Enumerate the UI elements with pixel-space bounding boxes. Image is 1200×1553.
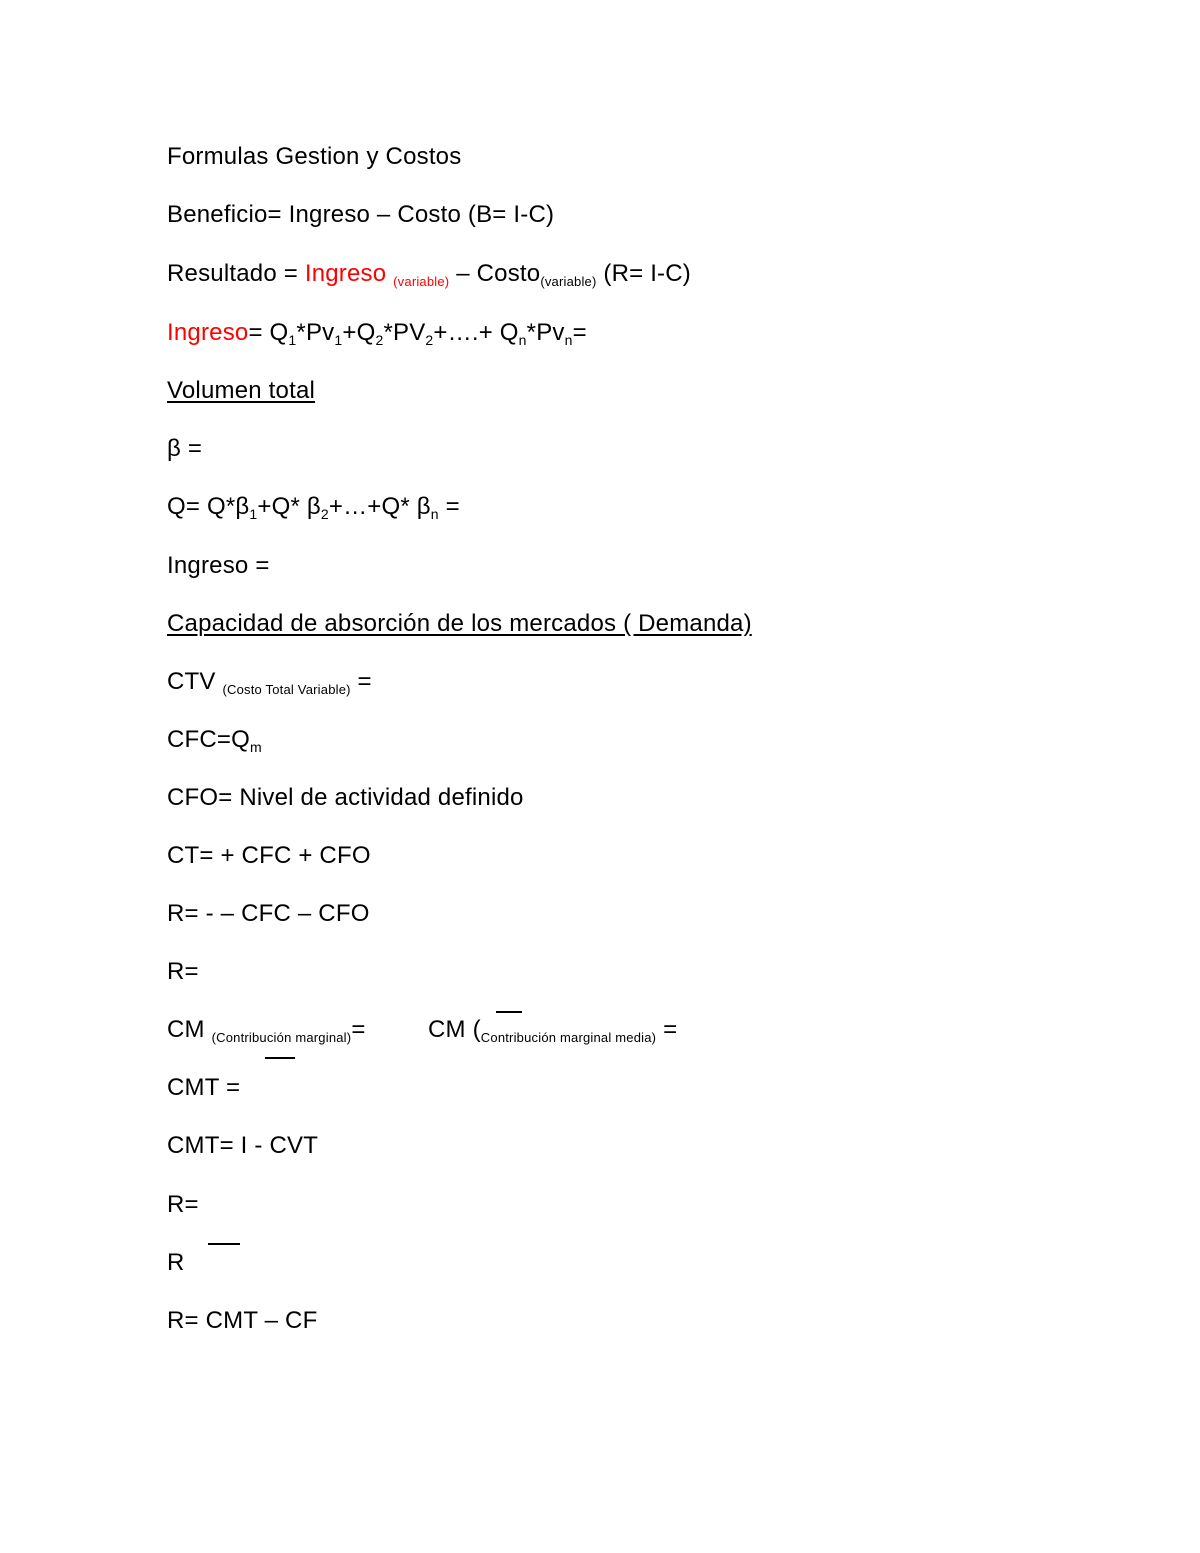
q-part: +Q* β [257, 493, 321, 520]
cm-left-small: (Contribución marginal) [211, 1030, 352, 1045]
r-formula-5: R= CMT – CF [167, 1307, 318, 1334]
cmt-formula-2: CMT= I - CVT [167, 1132, 319, 1159]
cfc-sub: m [250, 739, 262, 755]
ingreso-sub: 1 [288, 332, 297, 348]
ingreso-part: *PV [383, 319, 426, 346]
q-part: +…+Q* β [328, 493, 431, 520]
q-sub: 2 [320, 506, 329, 522]
ctv-small: (Costo Total Variable) [222, 682, 351, 697]
q-part: Q= Q*β [167, 493, 250, 520]
cfc-prefix: CFC=Q [167, 726, 251, 753]
document-title: Formulas Gestion y Costos [167, 143, 462, 170]
resultado-variable-1: (variable) [393, 274, 450, 289]
resultado-prefix: Resultado = [167, 260, 305, 287]
q-formula [167, 492, 460, 522]
beneficio-formula: Beneficio= Ingreso – Costo (B= I-C) [167, 201, 555, 228]
overline-bar [496, 1011, 522, 1013]
ingreso-label: Ingreso [167, 319, 249, 346]
ingreso-sub: 2 [375, 332, 384, 348]
capacidad-heading: Capacidad de absorción de los mercados ( Demanda) [167, 610, 752, 637]
r-formula-4: R [167, 1249, 185, 1276]
ingreso-line: Ingreso = [167, 552, 270, 579]
ctv-suffix: = [350, 668, 372, 695]
resultado-formula [167, 259, 691, 292]
r-formula-2: R= [167, 958, 199, 985]
r-formula-3: R= [167, 1191, 199, 1218]
ct-formula: CT= + CFC + CFO [167, 842, 371, 869]
r-formula-1: R= - – CFC – CFO [167, 900, 370, 927]
ingreso-sub: 2 [425, 332, 434, 348]
q-sub: n [430, 506, 439, 522]
ingreso-sub: n [518, 332, 527, 348]
volumen-total-heading: Volumen total [167, 377, 316, 404]
cm-left-prefix: CM [167, 1016, 212, 1043]
ingreso-part: *Pv [526, 319, 565, 346]
cm-right-suffix: = [656, 1016, 678, 1043]
ingreso-part: = [572, 319, 587, 346]
q-part: = [438, 493, 460, 520]
resultado-suffix: (R= I-C) [596, 260, 691, 287]
ingreso-formula [167, 318, 587, 348]
cfo-formula: CFO= Nivel de actividad definido [167, 784, 524, 811]
overline-bar [208, 1243, 240, 1245]
resultado-mid: – Costo [449, 260, 541, 287]
overline-bar [265, 1057, 295, 1059]
ingreso-sub: 1 [334, 332, 343, 348]
ingreso-part: = Q [248, 319, 289, 346]
ctv-prefix: CTV [167, 668, 223, 695]
beta-line: β = [167, 435, 203, 462]
q-sub: 1 [249, 506, 258, 522]
cm-formula-left [167, 1015, 366, 1048]
cm-right-small: Contribución marginal media) [480, 1030, 657, 1045]
ingreso-part: +Q [342, 319, 376, 346]
resultado-variable-2: (variable) [540, 274, 597, 289]
cfc-formula [167, 725, 262, 755]
cm-left-suffix: = [351, 1016, 366, 1043]
resultado-ingreso: Ingreso [304, 260, 387, 287]
ingreso-sub: n [564, 332, 573, 348]
ctv-formula [167, 667, 372, 700]
ingreso-part: *Pv [296, 319, 335, 346]
cmt-formula-1: CMT = [167, 1074, 241, 1101]
cm-formula-right [428, 1015, 677, 1048]
cm-right-prefix: CM ( [428, 1016, 481, 1043]
ingreso-part: +….+ Q [433, 319, 519, 346]
